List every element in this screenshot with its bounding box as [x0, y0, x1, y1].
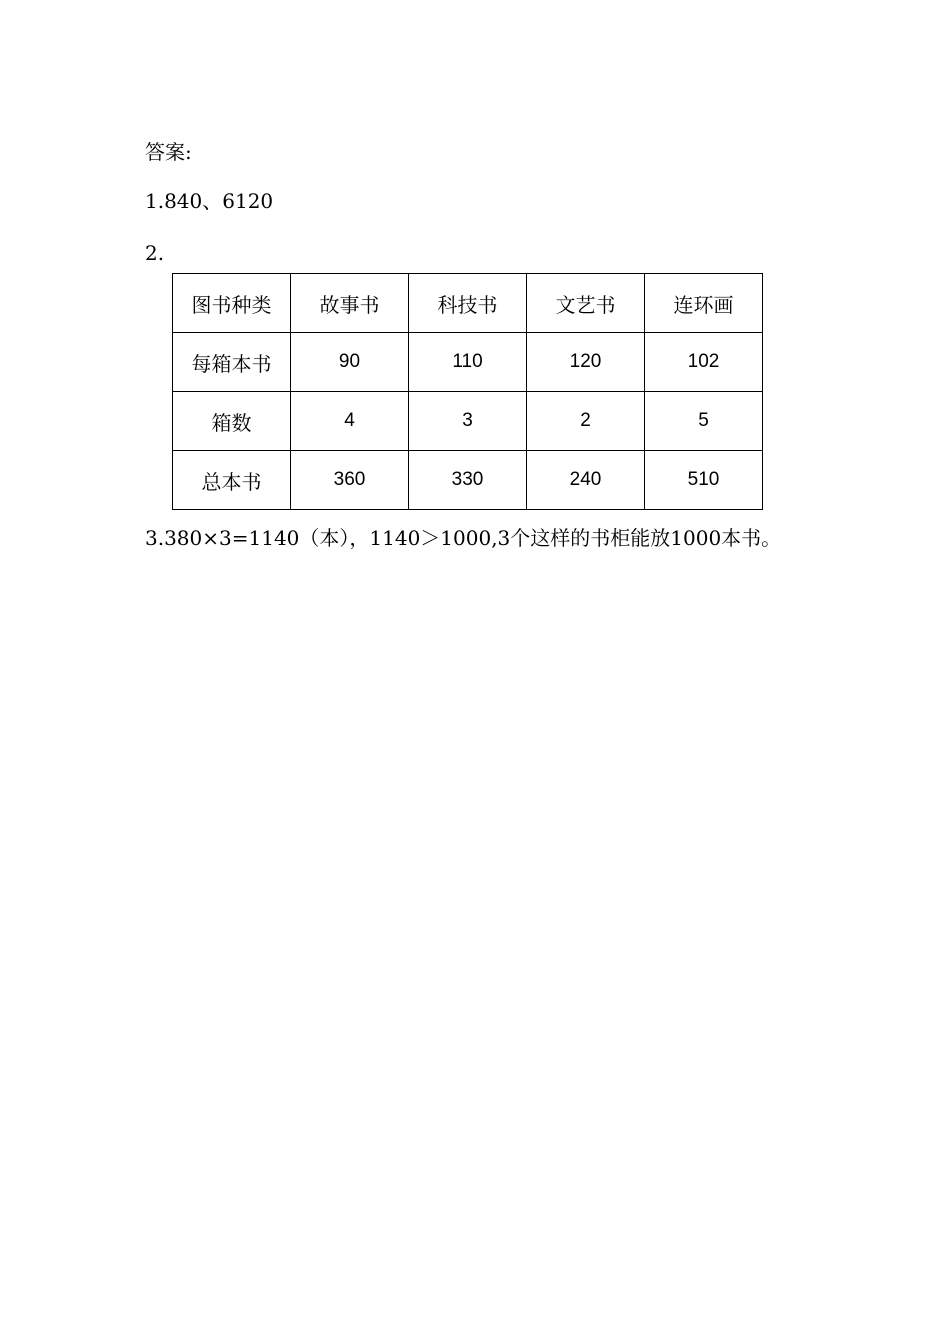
- table-cell: 240: [527, 451, 645, 510]
- answer-2-label: 2.: [145, 241, 165, 265]
- answer-1: 1.840、6120: [145, 189, 274, 213]
- table-cell: 2: [527, 392, 645, 451]
- answer-3: 3.380×3=1140（本），1140＞1000,3个这样的书柜能放1000本书。: [145, 526, 782, 550]
- table-cell: 102: [645, 333, 763, 392]
- row-label-cell: 每箱本书: [173, 333, 291, 392]
- table-header-row: [173, 274, 763, 333]
- table-row: [173, 333, 763, 392]
- row-label-cell: 箱数: [173, 392, 291, 451]
- table-cell: 110: [409, 333, 527, 392]
- table-cell: 4: [291, 392, 409, 451]
- book-table: [172, 273, 763, 510]
- table-header-cell: 故事书: [291, 274, 409, 333]
- table-header-cell: 连环画: [645, 274, 763, 333]
- answer-heading: 答案:: [145, 140, 192, 164]
- row-label-cell: 总本书: [173, 451, 291, 510]
- table-cell: 3: [409, 392, 527, 451]
- table-header-cell: 文艺书: [527, 274, 645, 333]
- table-row: [173, 392, 763, 451]
- table-cell: 120: [527, 333, 645, 392]
- table-cell: 360: [291, 451, 409, 510]
- table-row: [173, 451, 763, 510]
- table-cell: 90: [291, 333, 409, 392]
- table-header-cell: 科技书: [409, 274, 527, 333]
- table-cell: 5: [645, 392, 763, 451]
- table-cell: 510: [645, 451, 763, 510]
- table-header-cell: 图书种类: [173, 274, 291, 333]
- table-cell: 330: [409, 451, 527, 510]
